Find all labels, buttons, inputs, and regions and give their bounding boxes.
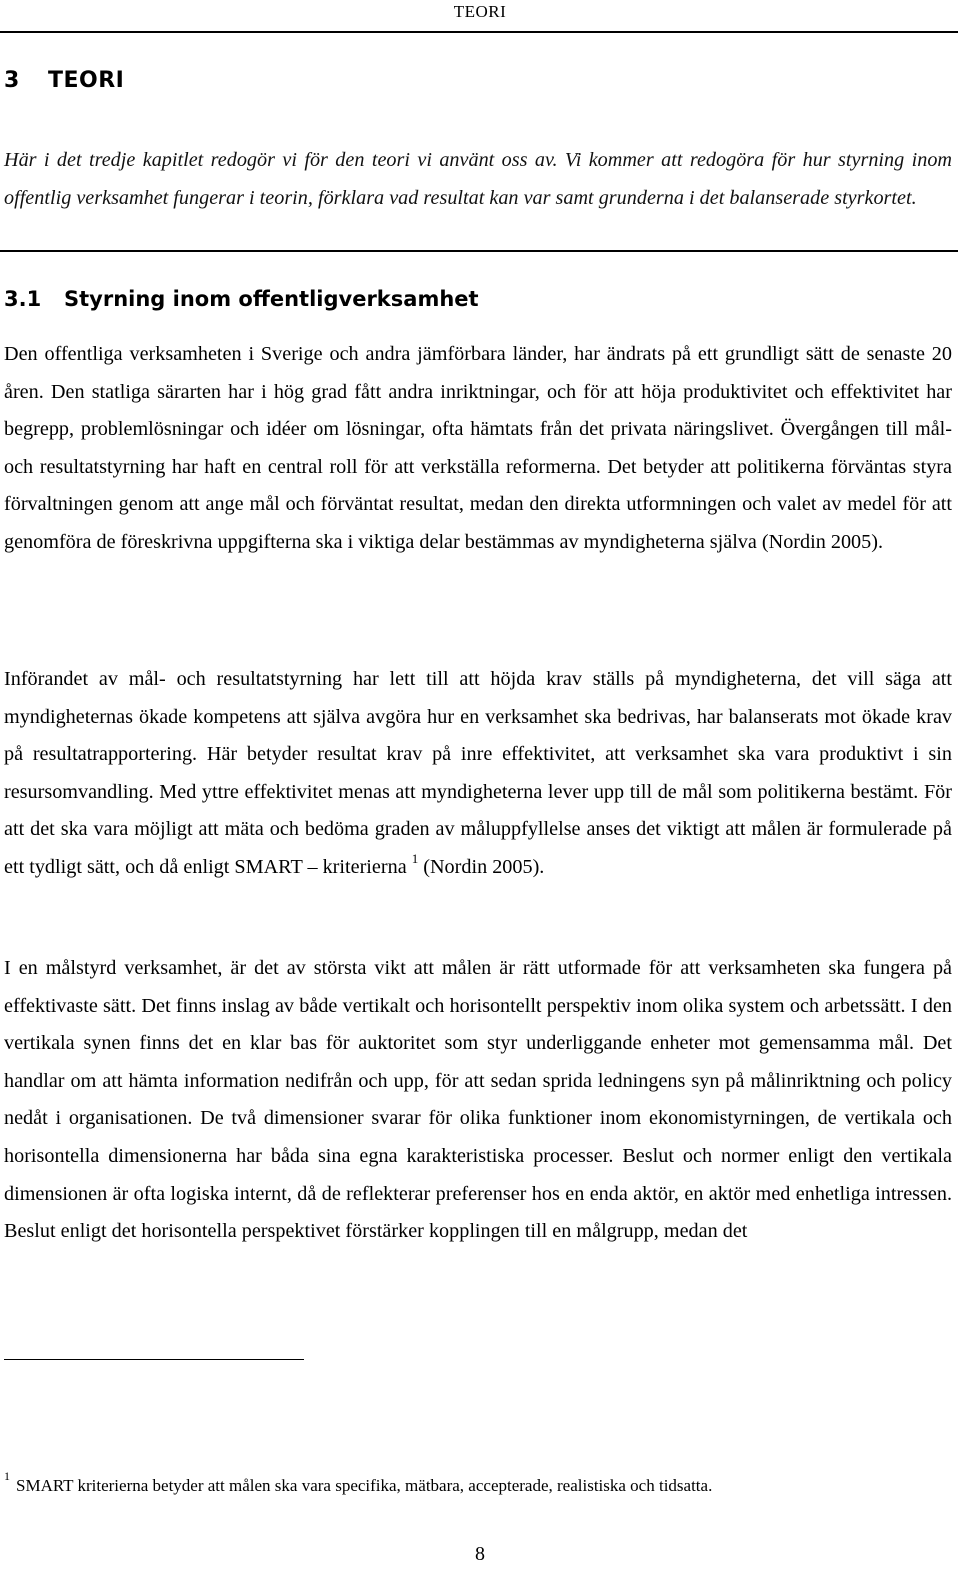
paragraph-text: Införandet av mål- och resultatstyrning har lett till att höjda krav ställs på myndigheterna, det vill säga att myndigheternas ökade kompetens att själva avgöra hur en verksamhet ska bedrivas, har balanserats mot ökade krav på resultatrapportering. Här betyder resultat krav på inre effektivitet, att verksamhet ska vara produktivt i sin resursomvandling. Med yttre effektivitet menas att myndigheterna lever upp till de mål som politikerna bestämt. För att det ska vara möjligt att mäta och bedöma graden av måluppfyllelse anses det viktigt att målen är formulerade på ett tydligt sätt, och då enligt SMART – kriterierna [4,668,952,878]
section-heading [4,287,479,311]
footnote-reference: 1 [411,851,419,867]
chapter-title: TEORI [48,68,125,93]
page-number: 8 [475,1543,485,1565]
footnote-text: SMART kriterierna betyder att målen ska vara specifika, mätbara, accepterade, realistiska och tidsatta. [16,1476,713,1495]
chapter-intro: Här i det tredje kapitlet redogör vi för den teori vi använt oss av. Vi kommer att redogöra för hur styrning inom offentlig verksamhet fungerar i teorin, förklara vad resultat kan var samt grunderna i det balanserade styrkortet. [4,149,952,209]
header-rule [0,31,958,33]
footnote [4,1469,952,1498]
body-paragraph [4,661,952,887]
footnote-number: 1 [4,1469,10,1484]
paragraph-text: (Nordin 2005). [418,855,545,878]
chapter-number: 3 [4,68,20,93]
section-number: 3.1 [4,287,42,311]
body-paragraph: I en målstyrd verksamhet, är det av största vikt att målen är rätt utformade för att verksamheten ska fungera på effektivaste sätt. Det finns inslag av både vertikalt och horisontellt perspektiv inom olika system och arbetssätt. I den vertikala synen finns det en klar bas för auktoritet som styr underliggande enheter mot gemensamma mål. Det handlar om att hämta information nedifrån och upp, för att sedan sprida ledningens syn på målinriktning och policy nedåt i organisationen. De två dimensioner svarar för olika funktioner inom ekonomistyrningen, de vertikala och horisontella dimensionerna har båda sina egna karakteristiska processer. Beslut och normer enligt den vertikala dimensionen är ofta logiska internt, då de reflekterar preferenser hos en enda aktör, en aktör med enhetliga intressen. Beslut enligt det horisontella perspektivet förstärker kopplingen till en målgrupp, medan det [4,957,952,1243]
section-title: Styrning inom offentligverksamhet [64,287,479,311]
body-paragraph: Den offentliga verksamheten i Sverige och andra jämförbara länder, har ändrats på ett grundligt sätt de senaste 20 åren. Den statliga särarten har i hög grad fått andra inriktningar, och för att höja produktivitet och effektivitet har begrepp, problemlösningar och idéer om lösningar, ofta hämtats från det privata näringslivet. Övergången till mål- och resultatstyrning har haft en central roll för att verkställa reformerna. Det betyder att politikerna förväntas styra förvaltningen genom att ange mål och förväntat resultat, medan den direkta utformningen och valet av medel för att genomföra de föreskrivna uppgifterna ska i viktiga delar bestämmas av myndigheterna själva (Nordin 2005). [4,343,952,553]
chapter-heading [4,68,124,93]
footnote-separator [4,1359,304,1360]
intro-rule [0,250,958,252]
running-header: TEORI [453,2,507,21]
